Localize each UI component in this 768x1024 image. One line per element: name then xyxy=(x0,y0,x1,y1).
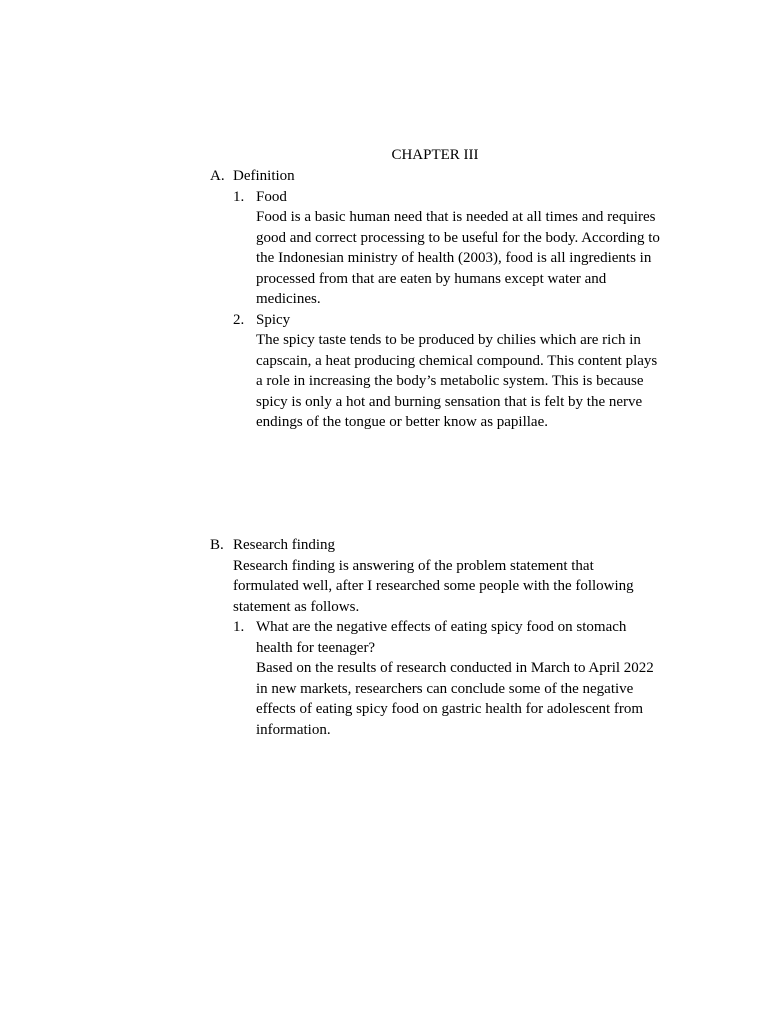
section-intro-paragraph: Research finding is answering of the problem statement that formulated well, after I researched some people with the following statement as follows. xyxy=(233,557,634,615)
item-heading-row xyxy=(233,310,662,331)
list-item-food xyxy=(233,187,662,310)
item-heading: Food xyxy=(256,188,287,205)
section-heading-row xyxy=(210,535,662,556)
item-marker: 1. xyxy=(233,188,245,205)
list-item-spicy xyxy=(233,310,662,433)
section-marker: B. xyxy=(210,537,224,553)
section-heading-row xyxy=(210,166,662,187)
chapter-title: CHAPTER III xyxy=(391,147,479,163)
item-heading-row xyxy=(233,187,662,208)
item-heading: Spicy xyxy=(256,311,291,328)
item-marker: 1. xyxy=(233,619,245,635)
section-definition xyxy=(210,166,662,433)
section-heading: Research finding xyxy=(233,537,336,553)
list-item-negative-effects xyxy=(233,617,662,740)
section-marker: A. xyxy=(210,168,225,184)
item-paragraph: Based on the results of research conducted in March to April 2022 in new markets, researchers can conclude some of the negative effects of eating spicy food on gastric health for adolescent from information. xyxy=(256,660,654,738)
item-marker: 2. xyxy=(233,311,245,328)
section-research-finding xyxy=(210,535,662,740)
item-paragraph: Food is a basic human need that is needed at all times and requires good and correct processing to be useful for the body. According to the Indonesian ministry of health (2003), food is all ingredients in processed from that are eaten by humans except water and medicines. xyxy=(256,209,660,307)
section-heading: Definition xyxy=(233,168,295,184)
item-paragraph: The spicy taste tends to be produced by chilies which are rich in capscain, a heat producing chemical compound. This content plays a role in increasing the body’s metabolic system. This is because spicy is only a hot and burning sensation that is felt by the nerve endings of the tongue or better know as papillae. xyxy=(256,332,658,430)
item-heading-row xyxy=(233,617,662,658)
item-heading: What are the negative effects of eating spicy food on stomach health for teenager? xyxy=(256,619,627,656)
